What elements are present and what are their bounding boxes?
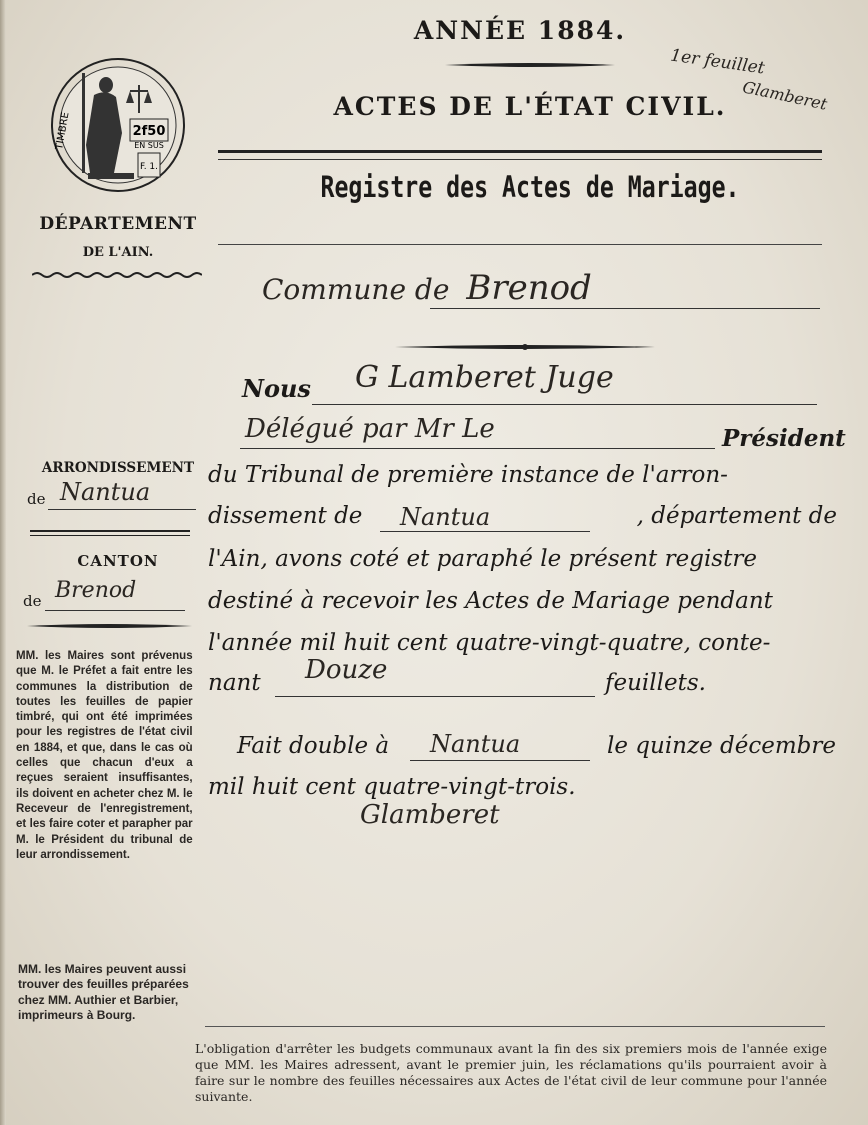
body-line-2a: dissement de xyxy=(208,503,363,529)
commune-value: Brenod xyxy=(466,268,592,308)
delegation-underline xyxy=(240,448,715,449)
timbre-stamp-icon xyxy=(44,55,192,195)
stamp-price: 2f50 xyxy=(132,124,166,139)
body-line-6a: nant xyxy=(208,670,261,696)
body-line-6b: feuillets. xyxy=(605,670,706,696)
judge-name: G Lamberet Juge xyxy=(355,360,614,395)
body-line-7b: le quinze décembre xyxy=(607,733,836,759)
president-word: Président xyxy=(722,425,846,452)
register-heading: Registre des Actes de Mariage. xyxy=(320,170,740,204)
ornament-rule-left xyxy=(27,622,192,630)
line7-underline xyxy=(410,760,590,761)
body-line-4: destiné à recevoir les Actes de Mariage pendant xyxy=(208,588,773,614)
commune-line xyxy=(262,268,592,308)
canton-label: CANTON xyxy=(77,552,159,570)
canton-de: de xyxy=(23,592,42,610)
nous-label: Nous xyxy=(242,374,311,403)
title-heading: ACTES DE L'ÉTAT CIVIL. xyxy=(333,92,727,121)
body-line-8: mil huit cent quatre-vingt-trois. xyxy=(208,774,576,800)
footer-notice: L'obligation d'arrêter les budgets communaux avant la fin des six premiers mois de l'année exige que MM. les Maires adressent, avant le premier juin, les réclamations qu'ils pourraient avoir à faire sur le nombre des feuilles nécessaires aux Actes de l'état civil de leur commune pour l'année suivante. xyxy=(195,1041,827,1104)
wave-rule xyxy=(32,271,202,279)
nous-underline xyxy=(312,404,817,405)
body-line-2b: , département de xyxy=(636,503,837,529)
line2-underline xyxy=(380,531,590,532)
delegation-text: Délégué par Mr Le xyxy=(245,414,495,444)
margin-signature: Glamberet xyxy=(740,77,829,114)
commune-label: Commune de xyxy=(262,273,450,306)
margin-note: 1er feuillet xyxy=(669,45,766,79)
footer-rule xyxy=(205,1026,825,1027)
mayors-notice: MM. les Maires sont prévenus que M. le Préfet a fait entre les communes la distribution de toutes les feuilles de papier timbré, qui ont été imprimées pour les registres de l'état civil en 1884, et que, dans le cas où celles que chacun d'eux a reçues seraient insuffisantes, ils doivent en acheter chez M. le Receveur de l'enregistrement, et les faire coter et parapher par M. le Président du tribunal de leur arrondissement. xyxy=(16,648,193,861)
printers-notice: MM. les Maires peuvent aussi trouver des feuilles préparées chez MM. Authier et Barbier, imprimeurs à Bourg. xyxy=(18,962,189,1022)
canton-value: Brenod xyxy=(55,578,137,603)
line6-underline xyxy=(275,696,595,697)
arrondissement-handwritten: Nantua xyxy=(400,503,491,531)
body-line-7a: Fait double à xyxy=(237,733,390,759)
arrondissement-value: Nantua xyxy=(60,478,151,506)
department-label: DÉPARTEMENT xyxy=(39,214,197,234)
body-line-1: du Tribunal de première instance de l'arron- xyxy=(208,462,728,488)
arrondissement-underline xyxy=(48,509,196,510)
body-line-3: l'Ain, avons coté et paraphé le présent registre xyxy=(208,546,757,572)
page-spine-shadow xyxy=(0,0,6,1125)
double-rule-left xyxy=(30,530,190,536)
stamp-code: F. 1. xyxy=(139,162,159,172)
year-heading: ANNÉE 1884. xyxy=(413,16,627,45)
department-of: DE L'AIN. xyxy=(82,245,154,260)
commune-underline xyxy=(430,308,820,309)
double-rule xyxy=(218,150,822,160)
arrondissement-label: ARRONDISSEMENT xyxy=(41,460,195,476)
stamp-arc-text: TIMBRE xyxy=(54,111,72,151)
sheet-count-handwritten: Douze xyxy=(305,655,388,685)
stamp-price-suffix: EN SUS xyxy=(134,141,164,150)
thin-rule xyxy=(218,244,822,245)
body-line-5: l'année mil huit cent quatre-vingt-quatre, conte- xyxy=(208,630,771,656)
canton-underline xyxy=(45,610,185,611)
ornament-rule xyxy=(445,62,615,68)
judge-signature: Glamberet xyxy=(360,800,500,830)
arrondissement-de: de xyxy=(27,490,46,508)
place-handwritten: Nantua xyxy=(430,730,521,758)
ornament-rule-2 xyxy=(395,343,655,351)
